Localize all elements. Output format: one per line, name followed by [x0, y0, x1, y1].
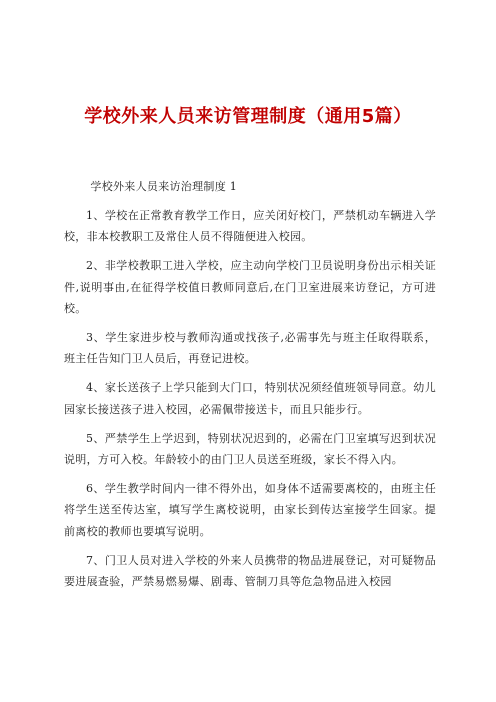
paragraph-2: 2、非学校教职工进入学校，应主动向学校门卫员说明身份出示相关证件,说明事由,在征得学校值日教师同意后,在门卫室进展来访登记，方可进校。 [64, 259, 436, 316]
document-body [64, 176, 436, 600]
paragraph-7: 7、门卫人员对进入学校的外来人员携带的物品进展登记，对可疑物品要进展查验，严禁易燃易爆、剧毒、管制刀具等危急物品进入校园 [64, 553, 436, 588]
paragraph-5: 5、严禁学生上学迟到，特别状况迟到的，必需在门卫室填写迟到状况说明，方可入校。年龄较小的由门卫人员送至班级，家长不得入内。 [64, 431, 436, 466]
paragraph-4: 4、家长送孩子上学只能到大门口，特别状况须经值班领导同意。幼儿园家长接送孩子进入校园，必需佩带接送卡，而且只能步行。 [64, 381, 436, 416]
paragraph-1: 1、学校在正常教育教学工作日，应关闭好校门，严禁机动车辆进入学校，非本校教职工及常住人员不得随便进入校园。 [64, 208, 436, 244]
document-title: 学校外来人员来访管理制度（通用5篇） [84, 106, 412, 127]
section-heading: 学校外来人员来访治理制度 1 [90, 180, 238, 193]
paragraph-3: 3、学生家进步校与教师沟通或找孩子,必需事先与班主任取得联系，班主任告知门卫人员后，再登记进校。 [64, 330, 436, 366]
paragraph-6: 6、学生教学时间内一律不得外出，如身体不适需要离校的，由班主任将学生送至传达室，填写学生离校说明，由家长到传达室接学生回家。提前离校的教师也要填写说明。 [64, 481, 436, 538]
